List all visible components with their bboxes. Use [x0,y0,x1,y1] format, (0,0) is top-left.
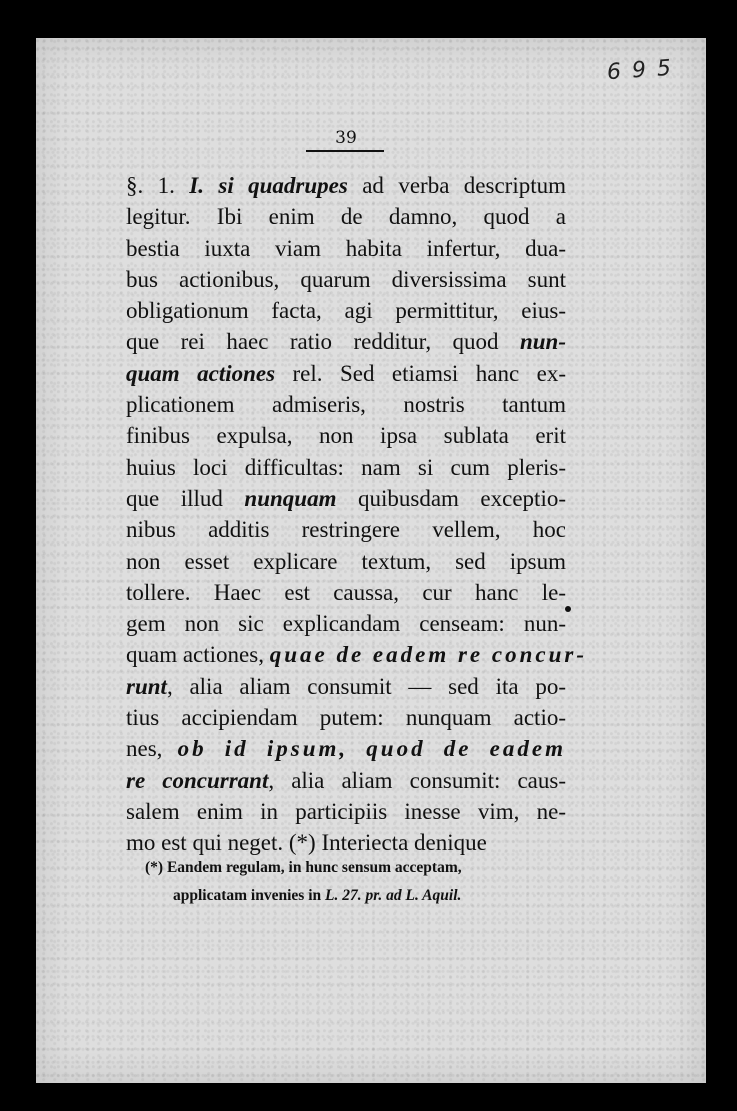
text-line: tius accipiendam putem: nunquam actio- [126,705,566,731]
text-line: re concurrant, alia aliam consumit: caus- [126,767,566,793]
text-line: non esset explicare textum, sed ipsum [126,548,566,574]
page-number-rule [306,150,384,152]
footnote-line: (*) Eandem regulam, in hunc sensum acceptam, [145,859,462,876]
text-line: que rei haec ratio redditur, quod nun- [126,329,566,355]
page-number: 39 [335,128,357,148]
footnote-line: applicatam invenies in L. 27. pr. ad L. Aquil. [173,887,462,904]
text-line: runt, alia aliam consumit — sed ita po- [126,673,566,699]
body-text [126,170,588,859]
text-line: quam actiones, quae de eadem re concur- [126,642,588,668]
text-line: plicationem admiseris, nostris tantum [126,392,566,418]
handwritten-annotation: 6 9 5 [606,55,674,86]
text-line: nibus additis restringere vellem, hoc [126,517,566,543]
text-line: salem enim in participiis inesse vim, ne- [126,798,566,824]
text-line: §. 1. I. si quadrupes ad verba descriptum [126,173,567,198]
text-line: finibus expulsa, non ipsa sublata erit [126,423,566,449]
text-line: bestia iuxta viam habita infertur, dua- [126,235,566,261]
text-line: nes, ob id ipsum, quod de eadem [126,736,566,762]
text-line: gem non sic explicandam censeam: nun- [126,611,566,637]
text-line: mo est qui neget. (*) Interiecta denique [126,830,487,856]
text-line: que illud nunquam quibusdam exceptio- [126,485,566,511]
text-line: legitur. Ibi enim de damno, quod a [126,204,566,230]
text-line: huius loci difficultas: nam si cum pleris- [126,454,566,480]
text-line: obligationum facta, agi permittitur, eius- [126,298,566,324]
text-line: quam actiones rel. Sed etiamsi hanc ex- [126,360,566,386]
text-line: bus actionibus, quarum diversissima sunt [126,266,566,292]
text-line: tollere. Haec est caussa, cur hanc le- [126,579,566,605]
footnote [145,854,565,910]
